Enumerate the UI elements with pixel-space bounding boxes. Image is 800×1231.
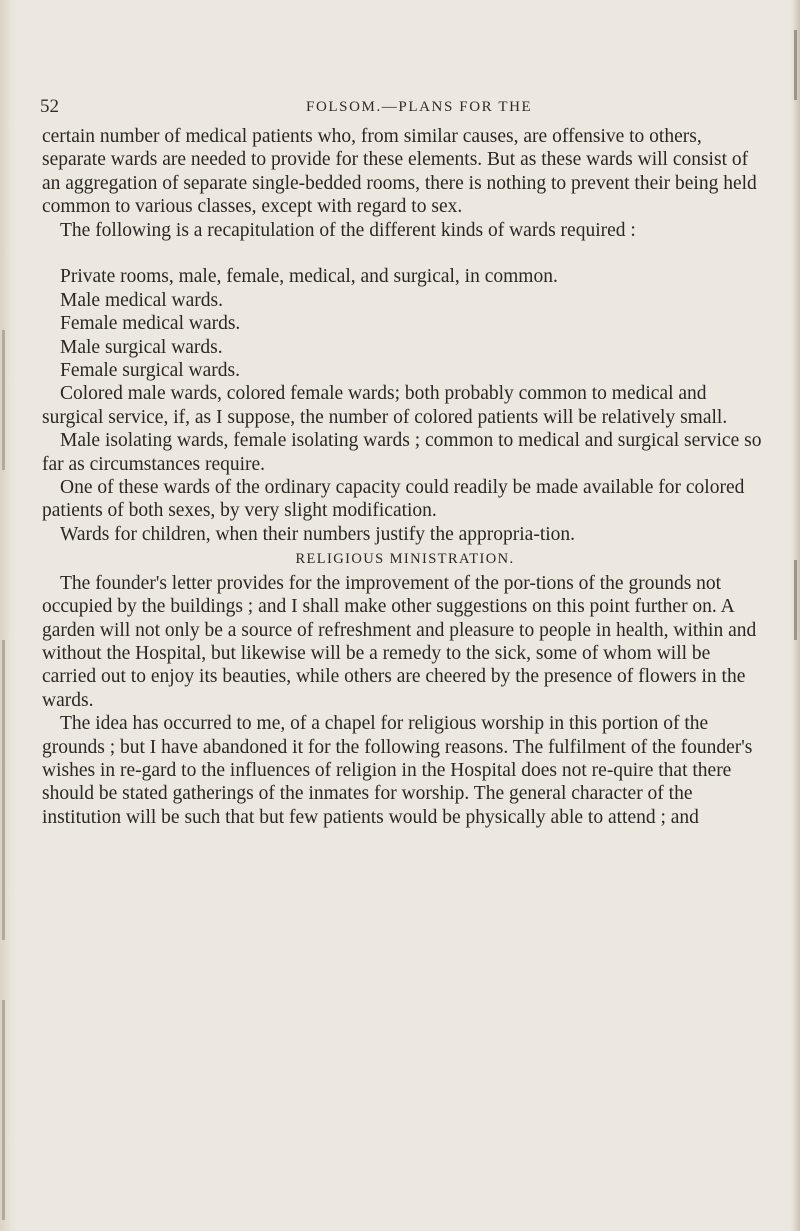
list-item: Female surgical wards.	[60, 360, 240, 382]
list-item: Female medical wards.	[60, 313, 241, 335]
list-item: Male medical wards.	[60, 289, 223, 311]
list-item: Colored male wards, colored female wards; both probably common to medical and surgical service, if, as I suppose, the number of colored patients will be relatively small.	[42, 383, 728, 428]
paragraph: The following is a recapitulation of the different kinds of wards required :	[60, 219, 636, 241]
paragraph: The founder's letter provides for the improvement of the por-tions of the grounds not occupied by the buildings ; and I shall make other suggestions on this point further on. A garden will not only be a source of refreshment and pleasure to people in health, within and without the Hospital, but likewise will be a remedy to the sick, some of whom will be carried out to enjoy its beauties, while others are cheered by the presence of flowers in the wards.	[42, 572, 757, 711]
spine-mark	[2, 330, 5, 470]
page-header	[40, 96, 760, 122]
running-head: FOLSOM.—PLANS FOR THE	[306, 99, 533, 115]
spacer	[42, 242, 768, 265]
list-item: Male surgical wards.	[60, 336, 223, 358]
list-item: One of these wards of the ordinary capacity could readily be made available for colored patients of both sexes, by very slight modification.	[42, 477, 745, 522]
page-number: 52	[40, 96, 59, 117]
paragraph: certain number of medical patients who, from similar causes, are offensive to others, separate wards are needed to provide for these elements. But as these wards will consist of an aggregation of separate single-bedded rooms, there is nothing to prevent their being held common to various classes, except with regard to sex.	[42, 126, 757, 218]
page-edge-mark	[794, 560, 797, 640]
paragraph: The idea has occurred to me, of a chapel for religious worship in this portion of the grounds ; but I have abandoned it for the following reasons. The fulfilment of the founder's wishes in re-gard to the influences of religion in the Hospital does not re-quire that there should be stated gatherings of the inmates for worship. The general character of the institution will be such that but few patients would be physically able to attend ; and	[42, 713, 753, 828]
spine-mark	[2, 640, 5, 940]
list-item: Wards for children, when their numbers justify the appropria-tion.	[60, 523, 576, 545]
list-item: Private rooms, male, female, medical, and surgical, in common.	[60, 266, 558, 288]
page-body	[42, 125, 768, 829]
list-item: Male isolating wards, female isolating wards ; common to medical and surgical service so far as circumstances require.	[42, 430, 762, 475]
section-heading: RELIGIOUS MINISTRATION.	[295, 551, 515, 568]
page-edge-mark	[794, 30, 797, 100]
spine-mark	[2, 1000, 5, 1220]
